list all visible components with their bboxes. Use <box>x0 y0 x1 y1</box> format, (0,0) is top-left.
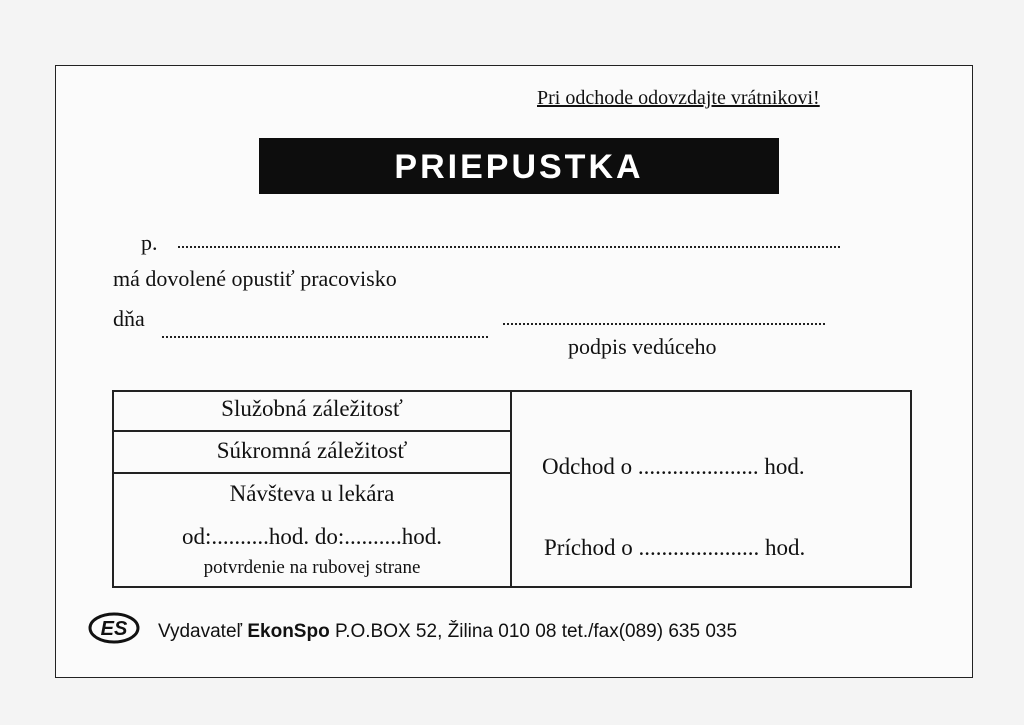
date-field[interactable] <box>162 336 488 338</box>
row-divider-2 <box>112 472 512 474</box>
doctor-time-field[interactable]: od:..........hod. do:..........hod. <box>181 524 443 549</box>
form-title: PRIEPUSTKA <box>259 138 779 194</box>
option-private[interactable]: Súkromná záležitosť <box>216 438 408 463</box>
option-business[interactable]: Služobná záležitosť <box>221 396 403 421</box>
confirmation-note: potvrdenie na rubovej strane <box>203 557 421 578</box>
publisher-address: P.O.BOX 52, Žilina 010 08 tet./fax(089) 635 035 <box>329 621 738 642</box>
arrival-time-field[interactable]: Príchod o ..................... hod. <box>544 535 806 560</box>
permission-text: má dovolené opustiť pracovisko <box>113 266 397 291</box>
publisher-footer <box>158 621 737 643</box>
return-notice: Pri odchode odovzdajte vrátnikovi! <box>537 87 820 109</box>
option-doctor-visit[interactable]: Návšteva u lekára <box>229 481 395 506</box>
person-label: p. <box>141 230 158 255</box>
departure-time-field[interactable]: Odchod o ..................... hod. <box>542 454 805 479</box>
person-name-field[interactable] <box>178 246 840 248</box>
signature-field[interactable] <box>503 323 825 325</box>
publisher-logo <box>88 611 140 645</box>
date-label: dňa <box>113 306 145 331</box>
signature-label: podpis vedúceho <box>568 334 717 359</box>
publisher-name: EkonSpo <box>247 621 330 642</box>
publisher-prefix: Vydavateľ <box>158 621 248 642</box>
svg-text:ES: ES <box>100 618 128 640</box>
row-divider-1 <box>112 430 512 432</box>
